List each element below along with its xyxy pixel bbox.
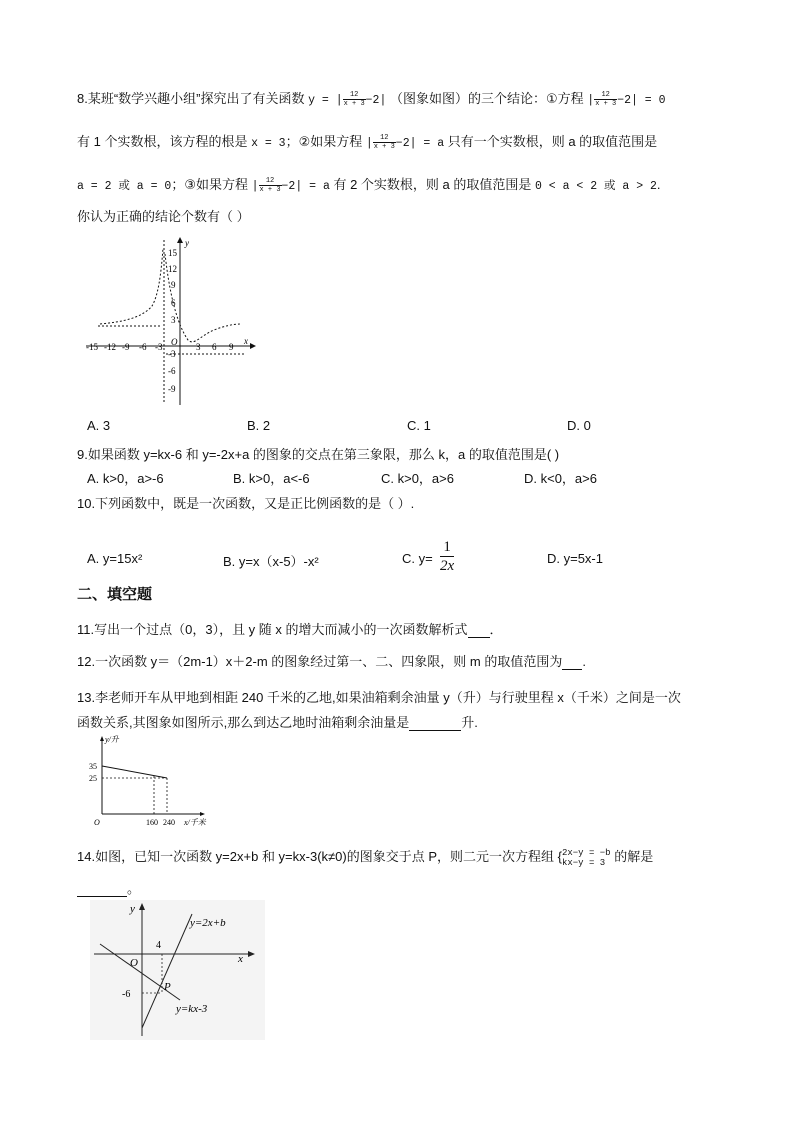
q11-answer-blank[interactable] (468, 622, 490, 638)
q13-graph (88, 732, 218, 828)
q8-text-1: 8.某班“数学兴趣小组”探究出了有关函数 (77, 91, 309, 106)
eq-close: −2| = a (395, 137, 445, 150)
q8-fraction-3 (373, 134, 396, 151)
frac-numerator: 12 (594, 91, 617, 100)
q10-option-c-label: C. y= (402, 551, 433, 566)
q8-line3 (77, 174, 661, 194)
q10-option-b[interactable]: B. y=x（x-5）-x² (223, 554, 319, 569)
x-tick-neg3: -3 (155, 342, 163, 352)
tick-neg6: -6 (122, 989, 131, 1000)
x-tick-9: 9 (229, 342, 234, 352)
q14-end: 。 (127, 881, 141, 896)
frac-numerator: 1 (440, 538, 454, 557)
q8-text-7: 有 2 个实数根，则 a 的取值范围是 (329, 177, 535, 192)
q12-answer-blank[interactable] (562, 654, 582, 670)
q8-option-c[interactable]: C. 1 (407, 418, 431, 433)
x-tick-160: 160 (146, 818, 158, 827)
eq-open: | (251, 180, 259, 193)
frac-denominator: x + 3 (343, 100, 365, 109)
line2-label: y=kx-3 (176, 1003, 208, 1015)
q13-line2 (77, 712, 478, 731)
y-tick-neg3: -3 (168, 349, 176, 359)
x-tick-240: 240 (163, 818, 175, 827)
q14-text-end: 的解是 (610, 849, 654, 864)
q13-end: 升. (461, 715, 478, 730)
q8-option-d[interactable]: D. 0 (567, 418, 591, 433)
x-tick-neg9: -9 (122, 342, 130, 352)
frac-numerator: 12 (343, 91, 366, 100)
q8-text-5: 只有一个实数根，则 a 的取值范围是 (444, 134, 658, 149)
y-tick-3: 3 (171, 315, 176, 325)
q8-text-3: 有 1 个实数根，该方程的根是 (77, 134, 252, 149)
y-arrow-icon (177, 237, 183, 243)
x-label: x (244, 336, 248, 346)
x-tick-3: 3 (196, 342, 201, 352)
eq-open: | (365, 137, 373, 150)
q14-text: 14.如图，已知一次函数 y=2x+b 和 y=kx-3(k≠0)的图象交于点 P，则二元一次方程组 { (77, 849, 562, 864)
q10-option-a[interactable]: A. y=15x² (87, 551, 143, 566)
q8-text-2: （图象如图）的三个结论：①方程 (390, 91, 588, 106)
q8-fraction-2 (594, 91, 617, 108)
frac-denominator: x + 3 (595, 100, 617, 109)
tick-4: 4 (156, 940, 161, 951)
point-p-label: P (164, 981, 171, 993)
q8-text-4: ；②如果方程 (285, 134, 366, 149)
graph-background (90, 900, 265, 1040)
frac-numerator: 12 (373, 134, 396, 143)
q8-func-tail: −2| (365, 94, 387, 107)
y-tick-25: 25 (89, 774, 97, 783)
q8-line2 (77, 131, 657, 151)
q9-option-b[interactable]: B. k>0，a<-6 (233, 471, 310, 486)
q8-answer-2: a = 2 或 a = 0 (77, 180, 172, 193)
q9-option-d[interactable]: D. k<0，a>6 (524, 471, 597, 486)
x-tick-neg15: -15 (86, 342, 98, 352)
q8-line1 (77, 88, 666, 108)
q11-text: 11.写出一个过点（0，3），且 y 随 x 的增大而减小的一次函数解析式 (77, 622, 468, 637)
y-tick-6: 6 (171, 298, 176, 308)
eq-close: −2| = 0 (617, 94, 666, 107)
origin-label: O (94, 818, 100, 827)
x-arrow-icon (200, 812, 205, 816)
q8-range-3: 0 < a < 2 或 a > 2 (534, 180, 657, 193)
q13-line1: 13.李老师开车从甲地到相距 240 千米的乙地,如果油箱剩余油量 y（升）与行驶里程 x（千米）之间是一次 (77, 690, 681, 705)
q8-func-open: y = | (308, 94, 343, 107)
y-label: y/升 (105, 735, 119, 744)
q12-question (77, 651, 586, 670)
q8-graph (82, 234, 257, 409)
q10-option-d[interactable]: D. y=5x-1 (547, 551, 603, 566)
q14-graph (90, 900, 265, 1040)
x-arrow-icon (250, 343, 256, 349)
q11-end: ． (489, 622, 503, 637)
frac-denominator: x + 3 (373, 143, 395, 152)
x-tick-6: 6 (212, 342, 217, 352)
q8-fraction (343, 91, 366, 108)
frac-denominator: x + 3 (259, 186, 281, 195)
x-tick-neg12: -12 (104, 342, 116, 352)
q9-question: 9.如果函数 y=kx-6 和 y=-2x+a 的图象的交点在第三象限，那么 k，a 的取值范围是( ) (77, 447, 560, 462)
system-eq-2: kx−y = 3 (561, 857, 606, 868)
eq-open: | (587, 94, 595, 107)
q13-answer-blank[interactable] (409, 715, 461, 731)
x-label: x/千米 (184, 818, 206, 827)
q8-option-a[interactable]: A. 3 (87, 418, 111, 433)
q8-root: x = 3 (251, 137, 286, 150)
q9-option-c[interactable]: C. k>0，a>6 (381, 471, 454, 486)
section-heading: 二、填空题 (77, 586, 153, 603)
eq-close: −2| = a (281, 180, 330, 193)
y-tick-neg9: -9 (168, 384, 176, 394)
origin-label: O (130, 957, 138, 969)
q8-text-8: . (656, 177, 661, 192)
y-tick-12: 12 (168, 264, 177, 274)
q13-text: 函数关系,其图象如图所示,那么到达乙地时油箱剩余油量是 (77, 715, 410, 730)
q14-line1 (77, 846, 653, 868)
q10-option-c-fraction (440, 538, 454, 575)
frac-numerator: 12 (259, 177, 282, 186)
q10-question: 10.下列函数中，既是一次函数，又是正比例函数的是（ ）. (77, 496, 415, 511)
q8-text-6: ；③如果方程 (171, 177, 252, 192)
q8-option-b[interactable]: B. 2 (247, 418, 271, 433)
q11-question (77, 619, 503, 638)
y-tick-35: 35 (89, 762, 97, 771)
frac-denominator: 2x (440, 558, 455, 574)
q8-question: 你认为正确的结论个数有（ ） (77, 209, 250, 224)
q8-fraction-4 (259, 177, 282, 194)
y-tick-neg6: -6 (168, 366, 176, 376)
y-label: y (130, 903, 135, 915)
q14-answer-blank[interactable] (77, 881, 127, 897)
q14-line2 (77, 878, 140, 897)
y-label: y (185, 238, 189, 248)
q10-option-c[interactable] (402, 551, 433, 566)
line1-label: y=2x+b (190, 917, 226, 929)
x-label: x (238, 953, 243, 965)
system-eq-1: 2x−y = −b (561, 847, 611, 858)
y-tick-15: 15 (168, 248, 177, 258)
q14-system (562, 848, 611, 868)
curve-left (100, 248, 163, 324)
q12-text: 12.一次函数 y＝（2m-1）x＋2-m 的图象经过第一、二、四象限，则 m 的取值范围为 (77, 654, 563, 669)
y-arrow-icon (100, 736, 104, 741)
fuel-line (102, 766, 167, 778)
x-tick-neg6: -6 (139, 342, 147, 352)
q9-option-a[interactable]: A. k>0，a>-6 (87, 471, 164, 486)
y-tick-9: 9 (171, 280, 176, 290)
origin-label: O (171, 337, 178, 347)
q12-end: . (582, 654, 586, 669)
